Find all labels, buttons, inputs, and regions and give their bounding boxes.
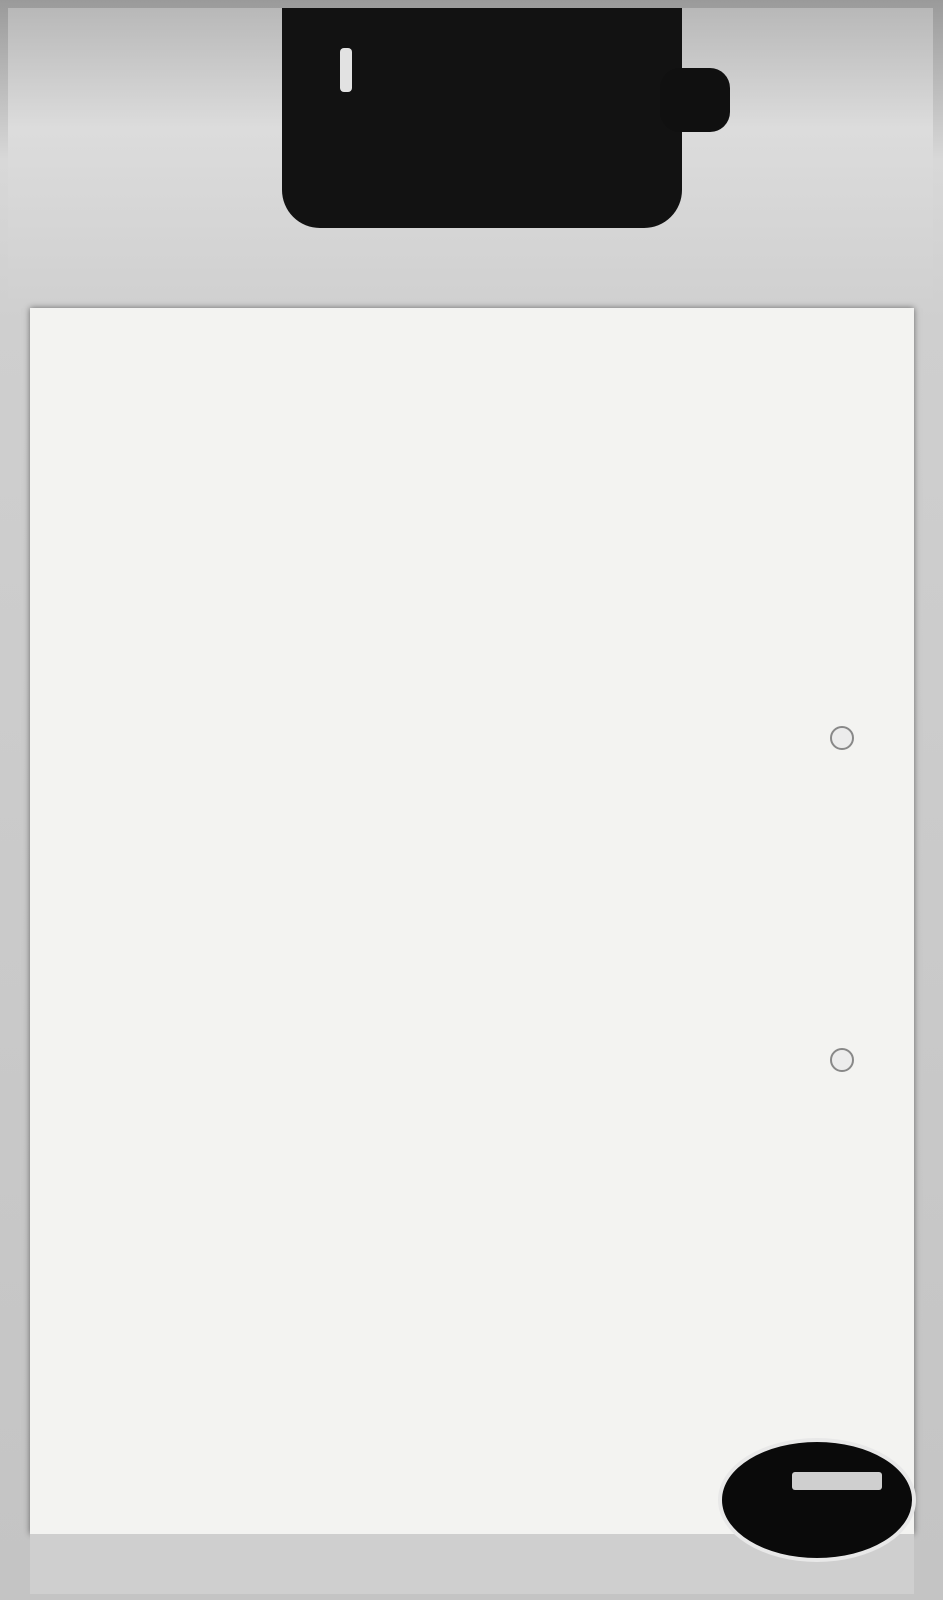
- document-sheet: [30, 308, 914, 1534]
- archive-stamp-number: [340, 48, 352, 92]
- binder-clip-knob: [660, 68, 730, 132]
- binder-clip: [282, 8, 682, 228]
- punch-hole-top: [830, 726, 854, 750]
- punch-hole-bottom: [830, 1048, 854, 1072]
- tank-icon: [792, 1472, 882, 1490]
- watermark-logo: [718, 1438, 916, 1562]
